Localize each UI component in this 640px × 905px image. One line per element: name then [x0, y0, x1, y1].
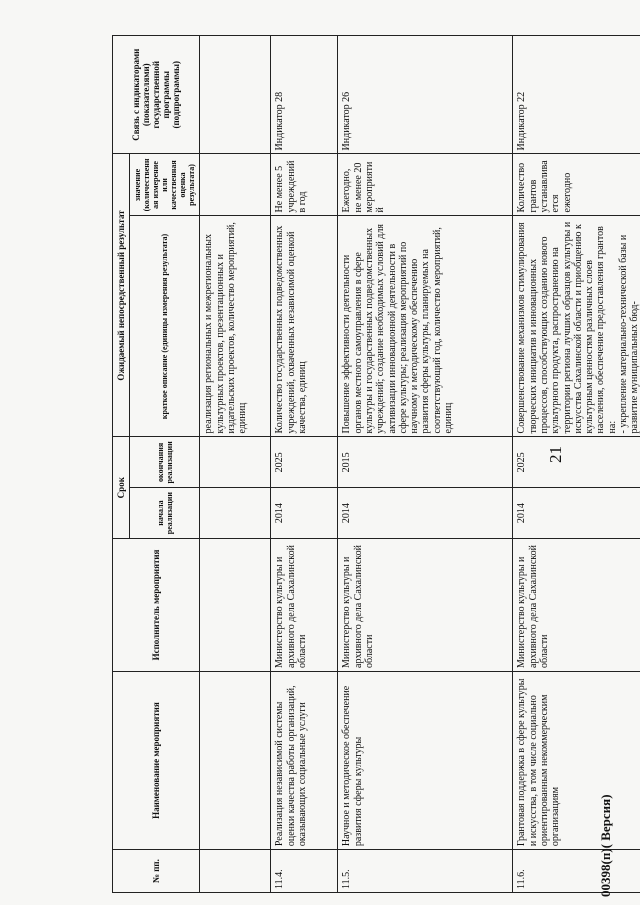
header-term: Срок [113, 437, 130, 538]
row-short: Совершенствование механизмов стимулирования творческих инициатив и инновационных процессов, способствующих созданию нового культурного продукта, распространению на территории региона лучших образцов культуры и искусства Сахалинской области и приобщению к культурным ценностям различных слоев населения, обеспечение предоставления грантов на: - укрепление материально-технической базы и развитие муниципальных бюд- [513, 216, 640, 437]
row-num: 11.5. [338, 850, 513, 893]
row-link: Индикатор 22 [513, 36, 640, 154]
row-executor: Министерство культуры и архивного дела Сахалинской области [271, 538, 338, 671]
row-short: Количество государственных подведомственных учреждений, охваченных независимой оценкой качества, единиц [271, 216, 338, 437]
header-executor: Исполнитель мероприятия [113, 538, 200, 671]
row-end: 2015 [338, 437, 513, 488]
row-short: реализация региональных и межрегиональных культурных проектов, презентационных и издательских проектов, количество мероприятий, единиц [200, 216, 271, 437]
header-row-1 [113, 36, 130, 893]
header-term-start: начала реализации [130, 488, 200, 539]
row-num [200, 850, 271, 893]
row-name: Грантовая поддержка в сфере культуры и искусства, в том числе социально ориентированным некоммерческим организациям [513, 672, 640, 850]
row-executor: Министерство культуры и архивного дела Сахалинской области [338, 538, 513, 671]
header-result: Ожидаемый непосредственный результат [113, 154, 130, 437]
row-value: Не менее 5 учреждений в год [271, 154, 338, 216]
row-value: Количество грантов устанавливается ежегодно [513, 154, 640, 216]
header-result-short: краткое описание (единицы измерения результата) [130, 216, 200, 437]
header-num: № пп. [113, 850, 200, 893]
row-link [200, 36, 271, 154]
row-end [200, 437, 271, 488]
row-value [200, 154, 271, 216]
table-row [338, 36, 513, 893]
row-start: 2014 [271, 488, 338, 539]
row-start [200, 488, 271, 539]
row-num: 11.6. [513, 850, 640, 893]
row-start: 2014 [338, 488, 513, 539]
row-name: Научное и методическое обеспечение развития сферы культуры [338, 672, 513, 850]
document-code: 00398(п)( Версия) [598, 794, 613, 897]
page-number: 21 [546, 446, 565, 463]
header-link: Связь с индикаторами (показателями) государственной программы (подпрограммы) [113, 36, 200, 154]
row-num: 11.4. [271, 850, 338, 893]
row-link: Индикатор 26 [338, 36, 513, 154]
row-start: 2014 [513, 488, 640, 539]
measures-table [112, 35, 640, 893]
header-term-end: окончания реализации [130, 437, 200, 488]
table-row [271, 36, 338, 893]
row-end: 2025 [513, 437, 640, 488]
table-row [513, 36, 640, 893]
header-name: Наименование мероприятия [113, 672, 200, 850]
row-executor: Министерство культуры и архивного дела Сахалинской области [513, 538, 640, 671]
row-name: Реализация независимой системы оценки качества работы организаций, оказывающих социальные услуги [271, 672, 338, 850]
row-value: Ежегодно, не менее 20 мероприятий [338, 154, 513, 216]
header-result-value: значение (количественная измерение или качественная оценка результата) [130, 154, 200, 216]
row-name [200, 672, 271, 850]
row-executor [200, 538, 271, 671]
row-end: 2025 [271, 437, 338, 488]
row-link: Индикатор 28 [271, 36, 338, 154]
row-short: Повышение эффективности деятельности органов местного самоуправления в сфере культуры и государственных подведомственных учреждений; создание необходимых условий для активизации инновационной деятельности в сфере культуры; реализация мероприятий по научному и методическому обеспечению развития сферы культуры, планируемых на соответствующий год, количество мероприятий, единиц [338, 216, 513, 437]
table-row [200, 36, 271, 893]
